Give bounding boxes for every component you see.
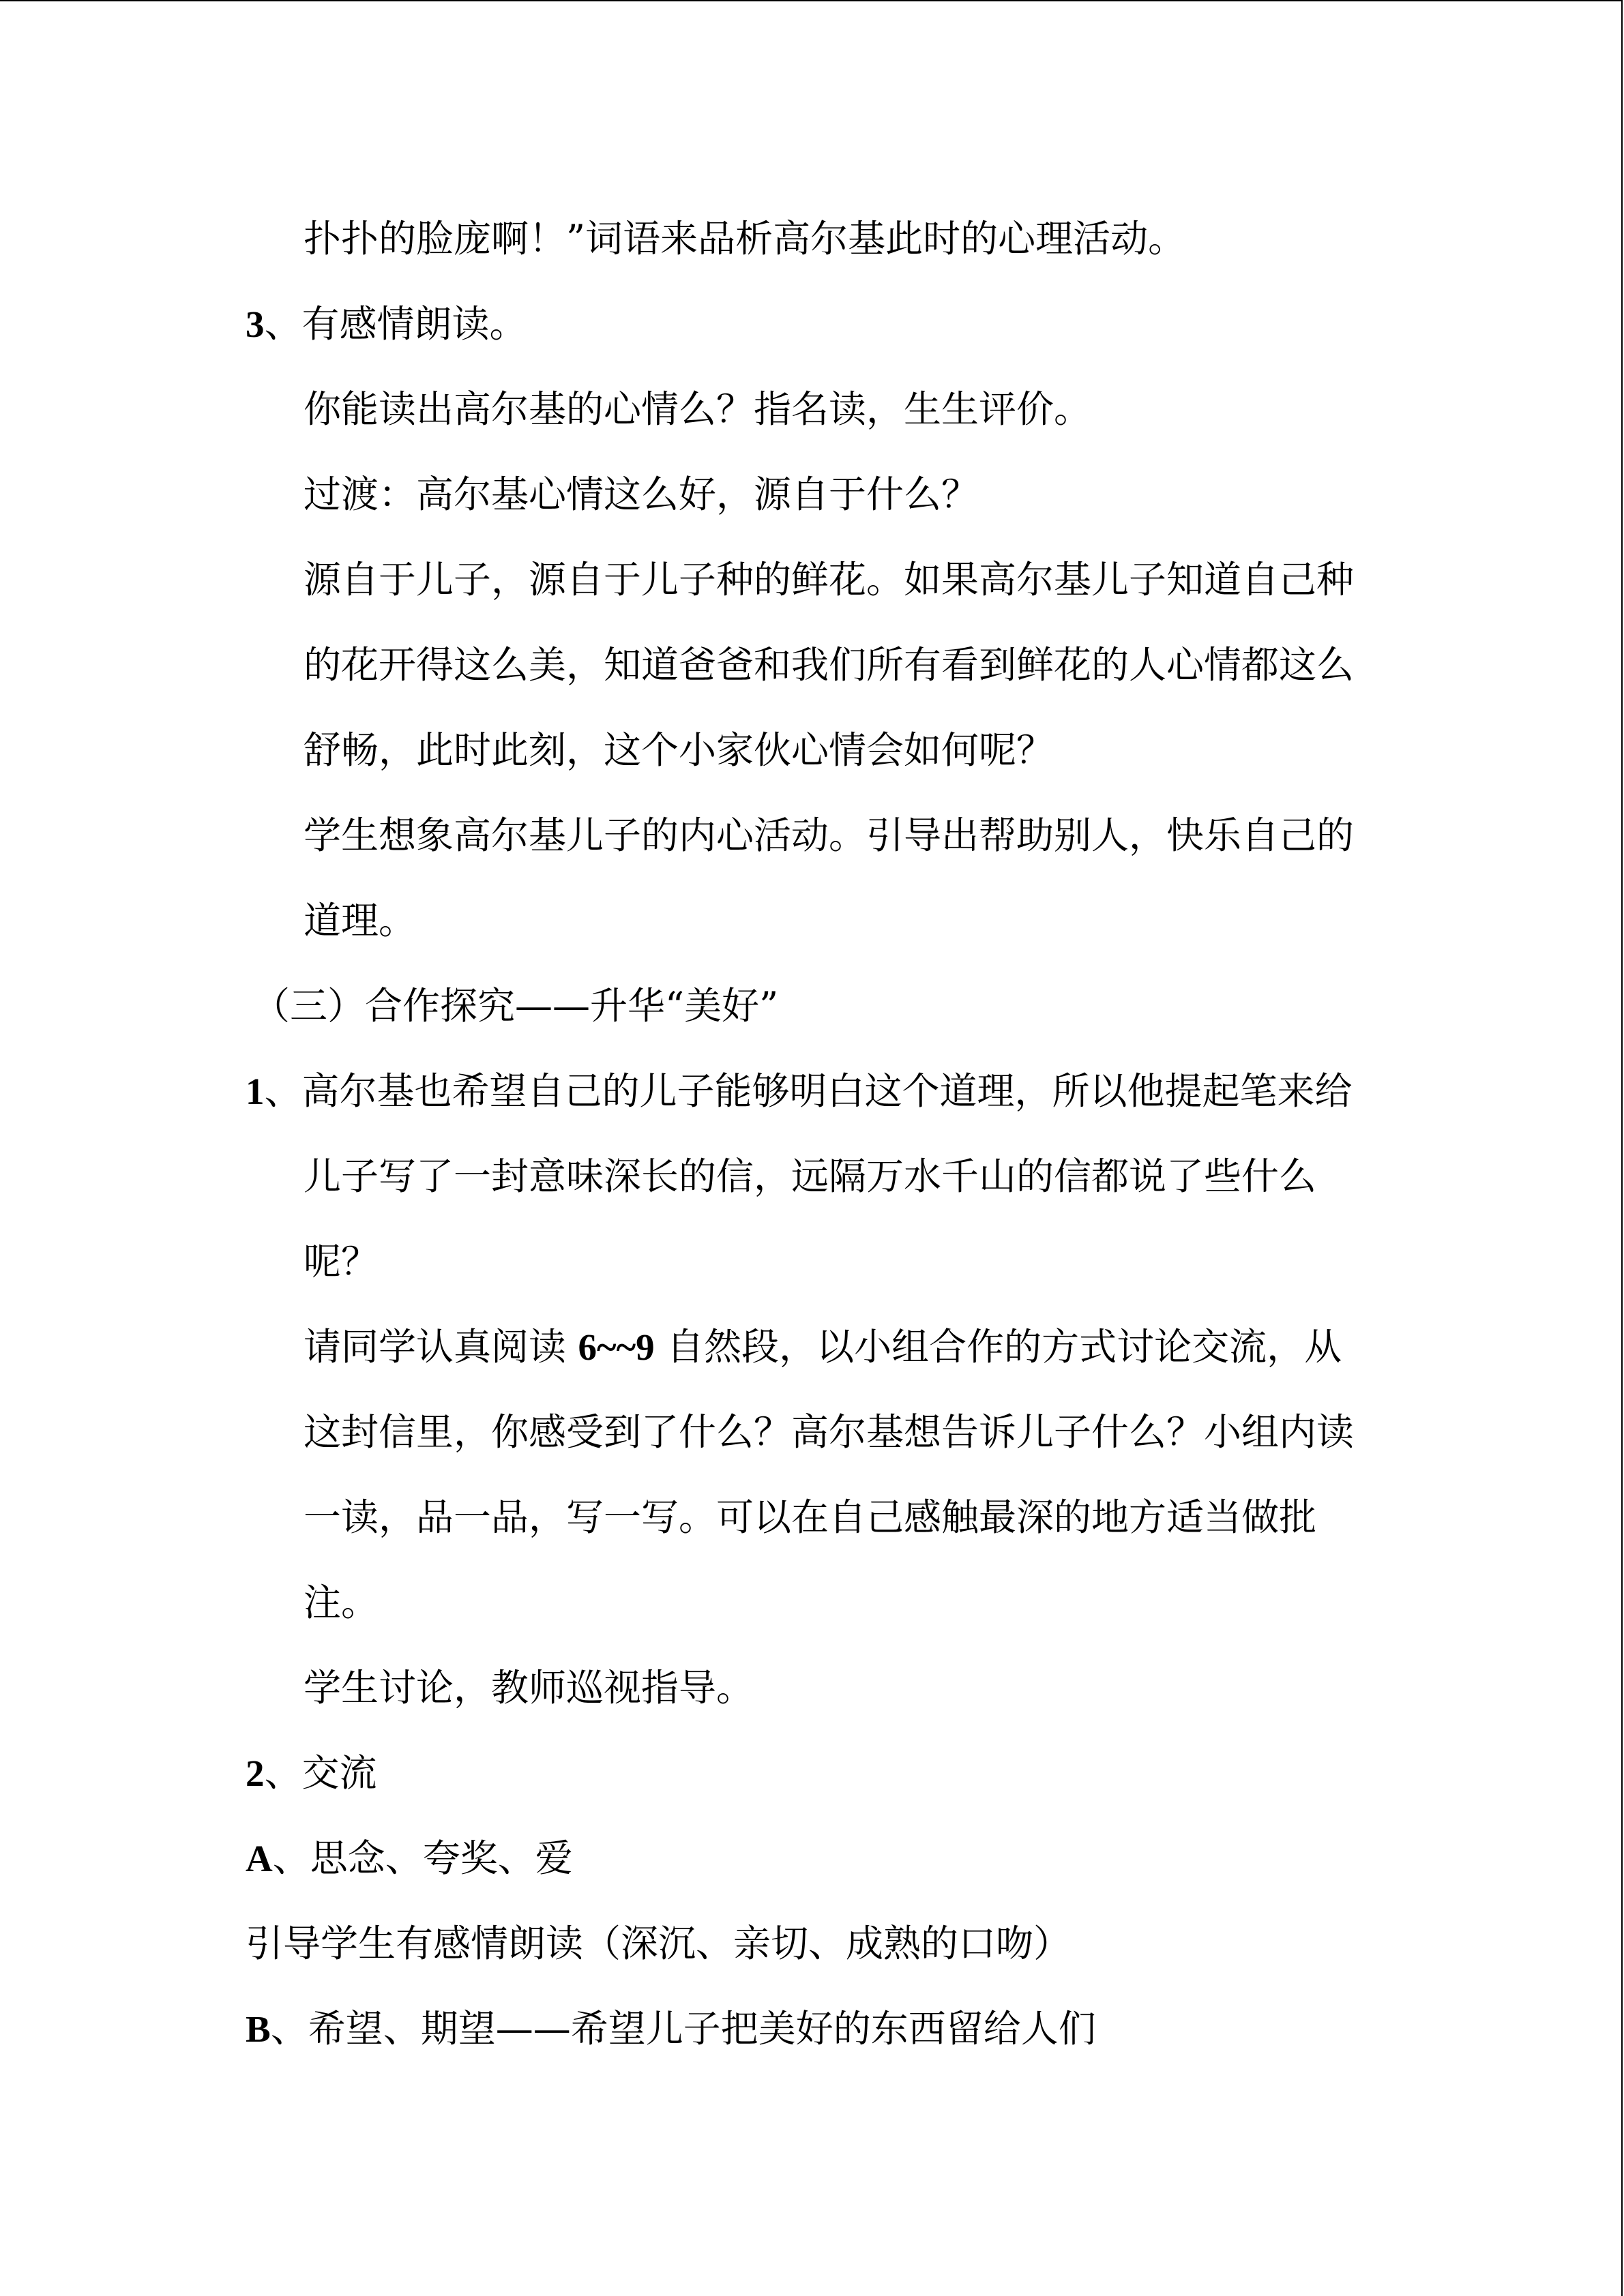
paragraph-line [304,811,1354,859]
numbered-item [246,1749,377,1798]
line-text: 过渡：高尔基心情这么好，源自于什么？ [304,473,979,516]
line-text-pre: 请同学认真阅读 [304,1325,578,1369]
line-text: 注。 [304,1581,379,1624]
item-text: 、交流 [264,1751,377,1795]
line-text: 儿子写了一封意味深长的信，远隔万水千山的信都说了些什么 [304,1154,1317,1198]
line-text: 呢？ [304,1240,379,1283]
paragraph-line [304,385,1091,433]
line-text: 的花开得这么美，知道爸爸和我们所有看到鲜花的人心情都这么 [304,643,1355,687]
section-heading [252,982,778,1030]
lettered-item [246,2005,1096,2053]
item-text: 、高尔基也希望自己的儿子能够明白这个道理，所以他提起笔来给 [264,1069,1353,1113]
paragraph-line [304,1323,1342,1371]
line-text: 源自于儿子，源自于儿子种的鲜花。如果高尔基儿子知道自己种 [304,558,1355,601]
paragraph-line [304,1579,379,1626]
line-text: 学生想象高尔基儿子的内心活动。引导出帮助别人，快乐自己的 [304,814,1355,857]
item-text: 、希望、期望——希望儿子把美好的东西留给人们 [270,2007,1096,2051]
paragraph-line [304,471,979,518]
paragraph-line [304,726,1054,774]
paragraph-line [304,1152,1316,1200]
item-number: 1 [246,1071,265,1112]
paragraph-range: 6~~9 [578,1326,655,1368]
item-letter: A [246,1838,273,1879]
paragraph-line [246,1920,1071,1967]
item-text: 、有感情朗读。 [264,302,527,346]
numbered-item [246,1067,1353,1116]
line-text: 你能读出高尔基的心情么？指名读，生生评价。 [304,387,1092,431]
paragraph-line [304,641,1354,689]
line-text: 这封信里，你感受到了什么？高尔基想告诉儿子什么？小组内读 [304,1410,1355,1454]
numbered-item [246,300,527,348]
line-text: 扑扑的脸庞啊！”词语来品析高尔基此时的心理活动。 [304,217,1186,260]
line-text: 学生讨论，教师巡视指导。 [304,1666,754,1710]
line-text: 道理。 [304,899,417,942]
paragraph-line [304,1238,379,1285]
heading-text: （三）合作探究——升华“美好” [252,984,779,1028]
line-text: 引导学生有感情朗读（深沉、亲切、成熟的口吻） [246,1922,1072,1965]
line-text: 舒畅，此时此刻，这个小家伙心情会如何呢？ [304,728,1054,772]
line-text: 一读，品一品，写一写。可以在自己感触最深的地方适当做批 [304,1495,1317,1539]
paragraph-line [304,556,1354,603]
paragraph-line [304,1493,1316,1541]
line-text: 自然段，以小组合作的方式讨论交流，从 [654,1325,1342,1369]
item-number: 2 [246,1753,265,1794]
paragraph-line [304,215,1185,263]
paragraph-line [304,897,416,944]
item-number: 3 [246,303,265,345]
item-letter: B [246,2008,271,2050]
paragraph-line [304,1408,1354,1456]
lettered-item [246,1834,573,1883]
item-text: 、思念、夸奖、爱 [272,1836,573,1880]
paragraph-line [304,1664,754,1712]
